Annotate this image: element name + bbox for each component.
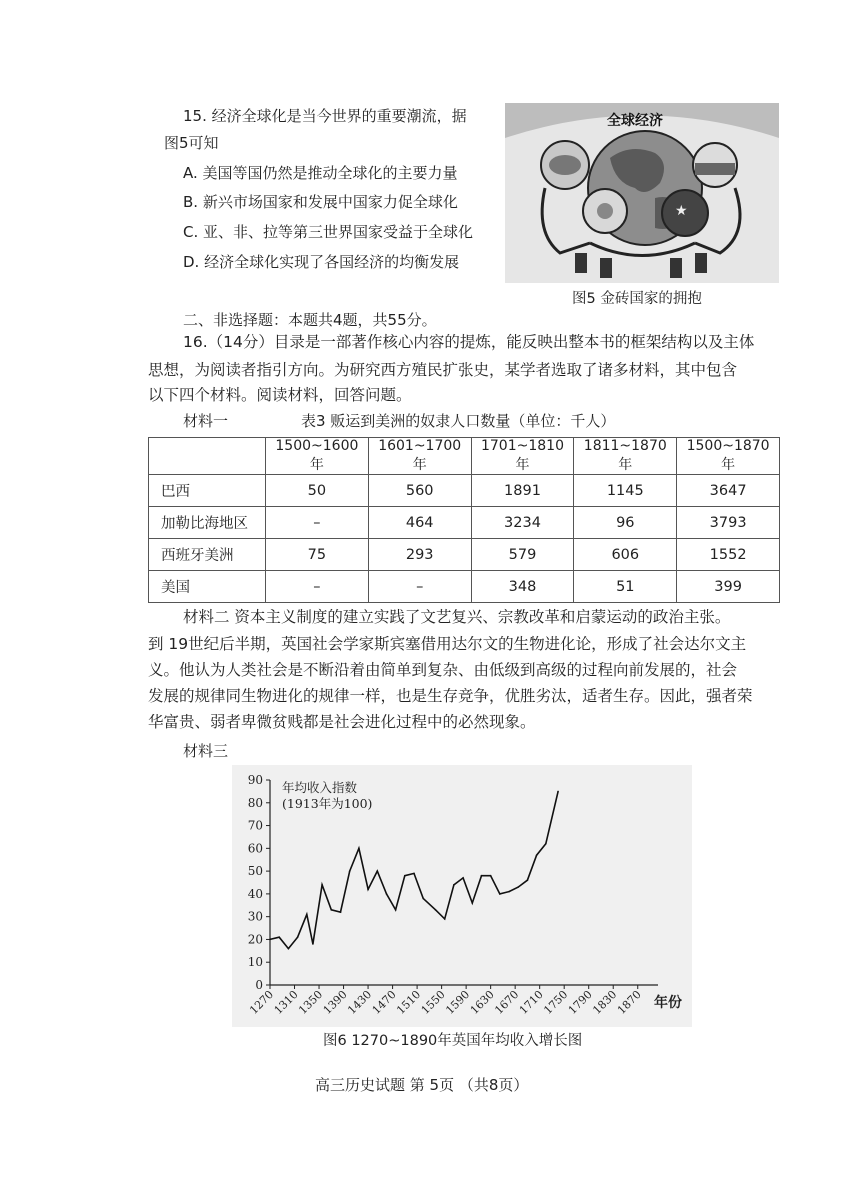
data-point — [508, 891, 510, 893]
table-cell: 3234 — [471, 507, 574, 539]
section2-heading: 二、非选择题：本题共4题，共55分。 — [183, 311, 437, 329]
cartoon-banner-text: 全球经济 — [607, 113, 663, 129]
x-tick-label: 1750 — [541, 987, 571, 1017]
table-header-cell: 1701~1810年 — [471, 438, 574, 475]
x-tick-label: 1310 — [271, 987, 301, 1017]
table-row — [149, 507, 780, 539]
brics-cartoon-figure — [505, 103, 779, 283]
material2-line2: 到 19世纪后半期，英国社会学家斯宾塞借用达尔文的生物进化论，形成了社会达尔文主 — [148, 635, 747, 653]
y-tick-label: 0 — [255, 978, 263, 992]
q15-stem-line1: 15. 经济全球化是当今世界的重要潮流，据 — [183, 107, 467, 125]
x-tick-label: 1670 — [492, 987, 522, 1017]
data-point — [517, 886, 519, 888]
material3-label: 材料三 — [183, 742, 229, 760]
y-tick-label: 60 — [247, 841, 263, 856]
material2-line5: 华富贵、弱者卑微贫贱都是社会进化过程中的必然现象。 — [148, 713, 536, 731]
figure5-caption: 图5 金砖国家的拥抱 — [572, 291, 702, 307]
q15-option-a: A. 美国等国仍然是推动全球化的主要力量 — [183, 164, 458, 182]
table-header-cell: 1500~1870年 — [677, 438, 780, 475]
chart-subtitle: (1913年为100) — [282, 796, 373, 811]
x-tick-label: 1590 — [443, 987, 473, 1017]
q15-option-c: C. 亚、非、拉等第三世界国家受益于全球化 — [183, 223, 474, 241]
y-tick-label: 50 — [247, 864, 263, 879]
table-cell: 巴西 — [149, 475, 266, 507]
x-tick-label: 1430 — [345, 987, 375, 1017]
table-header-cell: 1811~1870年 — [574, 438, 677, 475]
table-cell: 579 — [471, 539, 574, 571]
table-cell: 美国 — [149, 571, 266, 603]
data-point — [306, 914, 308, 916]
data-point — [557, 791, 559, 793]
x-tick-label: 1870 — [614, 987, 644, 1017]
x-tick-label: 1350 — [296, 987, 326, 1017]
data-point — [358, 848, 360, 850]
material1-label: 材料一 — [183, 412, 229, 430]
x-tick-label: 1270 — [247, 987, 277, 1017]
table-cell: 1891 — [471, 475, 574, 507]
data-point — [422, 898, 424, 900]
material2-line4: 发展的规律同生物进化的规律一样，也是生存竞争，优胜劣汰，适者生存。因此，强者荣 — [148, 687, 753, 705]
q15-option-b: B. 新兴市场国家和发展中国家力促全球化 — [183, 193, 458, 211]
material2-line3: 义。他认为人类社会是不断沿着由简单到复杂、由低级到高级的过程向前发展的，社会 — [148, 661, 738, 679]
x-tick-label: 1390 — [320, 987, 350, 1017]
data-point — [395, 909, 397, 911]
income-index-line-chart — [232, 765, 692, 1027]
chart-title: 年均收入指数 — [282, 780, 358, 795]
data-point — [462, 877, 464, 879]
data-point — [386, 893, 388, 895]
x-tick-label: 1510 — [394, 987, 424, 1017]
table-cell: 96 — [574, 507, 677, 539]
q16-line3: 以下四个材料。阅读材料，回答问题。 — [148, 386, 412, 404]
table-cell: 3793 — [677, 507, 780, 539]
table-cell: 1552 — [677, 539, 780, 571]
table-header-row — [149, 438, 780, 475]
table-cell: 293 — [368, 539, 471, 571]
slave-population-table — [148, 437, 780, 603]
brics-cartoon-illustration — [505, 103, 779, 283]
y-tick-label: 20 — [247, 932, 263, 947]
table-cell: – — [266, 571, 369, 603]
table-cell: 399 — [677, 571, 780, 603]
table-cell: – — [368, 571, 471, 603]
svg-text:★: ★ — [675, 203, 688, 219]
data-point — [471, 902, 473, 904]
figure6-caption: 图6 1270~1890年英国年均收入增长图 — [323, 1033, 583, 1049]
table-cell: 3647 — [677, 475, 780, 507]
y-tick-label: 10 — [247, 955, 263, 970]
q16-line2: 思想，为阅读者指引方向。为研究西方殖民扩张史，某学者选取了诸多材料，其中包含 — [148, 361, 738, 379]
data-point — [297, 936, 299, 938]
data-point — [367, 889, 369, 891]
table-cell: 1145 — [574, 475, 677, 507]
y-tick-label: 80 — [247, 795, 263, 810]
data-point — [330, 909, 332, 911]
data-point — [435, 909, 437, 911]
table-header-cell: 1500~1600年 — [266, 438, 369, 475]
x-tick-label: 1470 — [369, 987, 399, 1017]
table-header-cell — [149, 438, 266, 475]
data-point — [499, 893, 501, 895]
x-tick-label: 1710 — [516, 987, 546, 1017]
data-point — [376, 870, 378, 872]
data-point — [269, 939, 271, 941]
table-cell: 加勒比海地区 — [149, 507, 266, 539]
data-point — [481, 875, 483, 877]
x-tick-label: 1790 — [565, 987, 595, 1017]
data-point — [545, 843, 547, 845]
table-cell: 560 — [368, 475, 471, 507]
data-point — [444, 918, 446, 920]
data-point — [490, 875, 492, 877]
data-point — [349, 870, 351, 872]
data-point — [321, 884, 323, 886]
page-footer: 高三历史试题 第 5页 （共8页） — [315, 1076, 529, 1094]
y-tick-label: 30 — [247, 909, 263, 924]
table-cell: 464 — [368, 507, 471, 539]
y-tick-label: 70 — [247, 818, 263, 833]
q15-stem-line2: 图5可知 — [164, 134, 219, 152]
material2-line1: 材料二 资本主义制度的建立实践了文艺复兴、宗教改革和启蒙运动的政治主张。 — [183, 608, 731, 626]
data-point — [404, 875, 406, 877]
x-tick-label: 1630 — [467, 987, 497, 1017]
data-point — [413, 873, 415, 875]
table-cell: 348 — [471, 571, 574, 603]
table-header-cell: 1601~1700年 — [368, 438, 471, 475]
data-point — [278, 936, 280, 938]
data-point — [340, 911, 342, 913]
table-cell: 51 — [574, 571, 677, 603]
table-cell: 50 — [266, 475, 369, 507]
y-tick-label: 40 — [247, 886, 263, 901]
table-cell: 606 — [574, 539, 677, 571]
table-row — [149, 475, 780, 507]
table-cell: 75 — [266, 539, 369, 571]
x-axis-title: 年份 — [654, 995, 682, 1011]
x-tick-label: 1830 — [590, 987, 620, 1017]
q16-line1: 16.（14分）目录是一部著作核心内容的提炼，能反映出整本书的框架结构以及主体 — [183, 333, 755, 351]
q15-option-d: D. 经济全球化实现了各国经济的均衡发展 — [183, 253, 460, 271]
data-point — [312, 943, 314, 945]
data-point — [536, 854, 538, 856]
data-point — [527, 879, 529, 881]
data-point — [453, 884, 455, 886]
data-point — [288, 948, 290, 950]
table3-title: 表3 贩运到美洲的奴隶人口数量（单位：千人） — [301, 412, 616, 430]
table-row — [149, 571, 780, 603]
y-tick-label: 90 — [247, 773, 263, 787]
table-cell: 西班牙美洲 — [149, 539, 266, 571]
table-row — [149, 539, 780, 571]
table-cell: – — [266, 507, 369, 539]
x-tick-label: 1550 — [418, 987, 448, 1017]
